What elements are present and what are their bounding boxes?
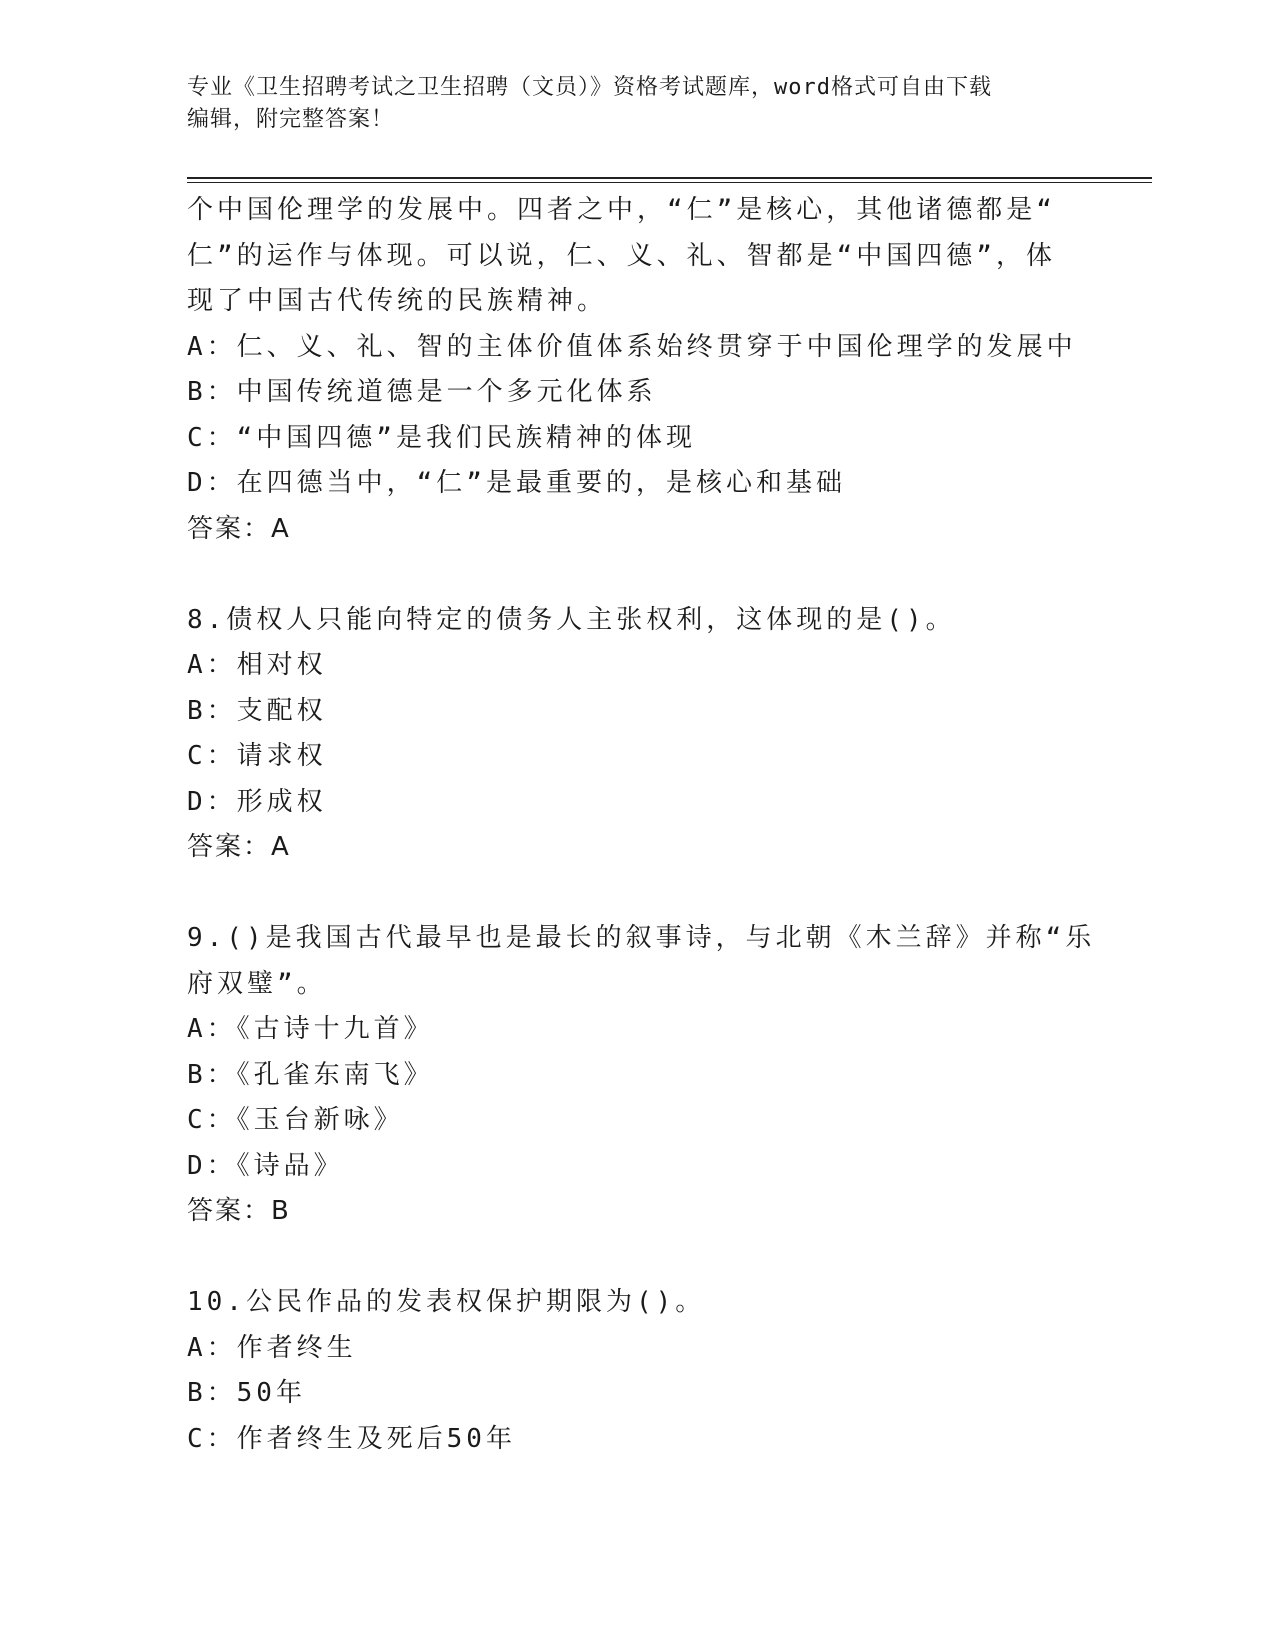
question-stem-line: 个中国伦理学的发展中。四者之中，“仁”是核心，其他诸德都是“ [187,195,1056,225]
question-10 [187,1280,1087,1462]
option-c: C：“中国四德”是我们民族精神的体现 [187,422,696,453]
question-spacer [187,1235,1087,1281]
header-line-2: 编辑，附完整答案！ [187,107,395,132]
answer-line: 答案：A [187,832,291,862]
option-a: A：《古诗十九首》 [187,1014,434,1044]
option-c: C：请求权 [187,741,327,771]
option-b: B：支配权 [187,695,327,726]
option-b: B：《孔雀东南飞》 [187,1059,434,1090]
option-a: A：相对权 [187,650,327,680]
header-line-1: 专业《卫生招聘考试之卫生招聘（文员）》资格考试题库，word格式可自由下载 [187,75,992,100]
option-c: C：《玉台新咏》 [187,1105,404,1135]
option-a: A：作者终生 [187,1332,357,1363]
header-divider-thick [187,177,1152,179]
option-d: D：在四德当中，“仁”是最重要的，是核心和基础 [187,468,846,498]
question-stem-line: 现了中国古代传统的民族精神。 [187,286,608,316]
option-d: D：形成权 [187,786,327,817]
question-7 [187,188,1087,552]
option-d: D：《诗品》 [187,1150,344,1181]
answer-line: 答案：A [187,513,291,544]
question-stem-line: 10.公民作品的发表权保护期限为()。 [187,1287,706,1317]
question-stem-line: 府双璧”。 [187,968,327,999]
question-stem-line: 仁”的运作与体现。可以说，仁、义、礼、智都是“中国四德”，体 [187,240,1056,271]
option-b: B：50年 [187,1378,306,1408]
question-spacer [187,871,1087,917]
option-c: C：作者终生及死后50年 [187,1423,516,1454]
answer-line: 答案：B [187,1196,291,1226]
question-spacer [187,552,1087,598]
question-8 [187,598,1087,871]
question-9 [187,916,1096,1235]
option-b: B：中国传统道德是一个多元化体系 [187,377,657,407]
header-divider-thin [187,182,1152,183]
question-list [187,188,1096,1462]
question-stem-line: 8.债权人只能向特定的债务人主张权利，这体现的是()。 [187,604,956,635]
option-a: A：仁、义、礼、智的主体价值体系始终贯穿于中国伦理学的发展中 [187,331,1077,362]
question-stem-line: 9.()是我国古代最早也是最长的叙事诗，与北朝《木兰辞》并称“乐 [187,923,1096,953]
document-header [187,72,1087,136]
